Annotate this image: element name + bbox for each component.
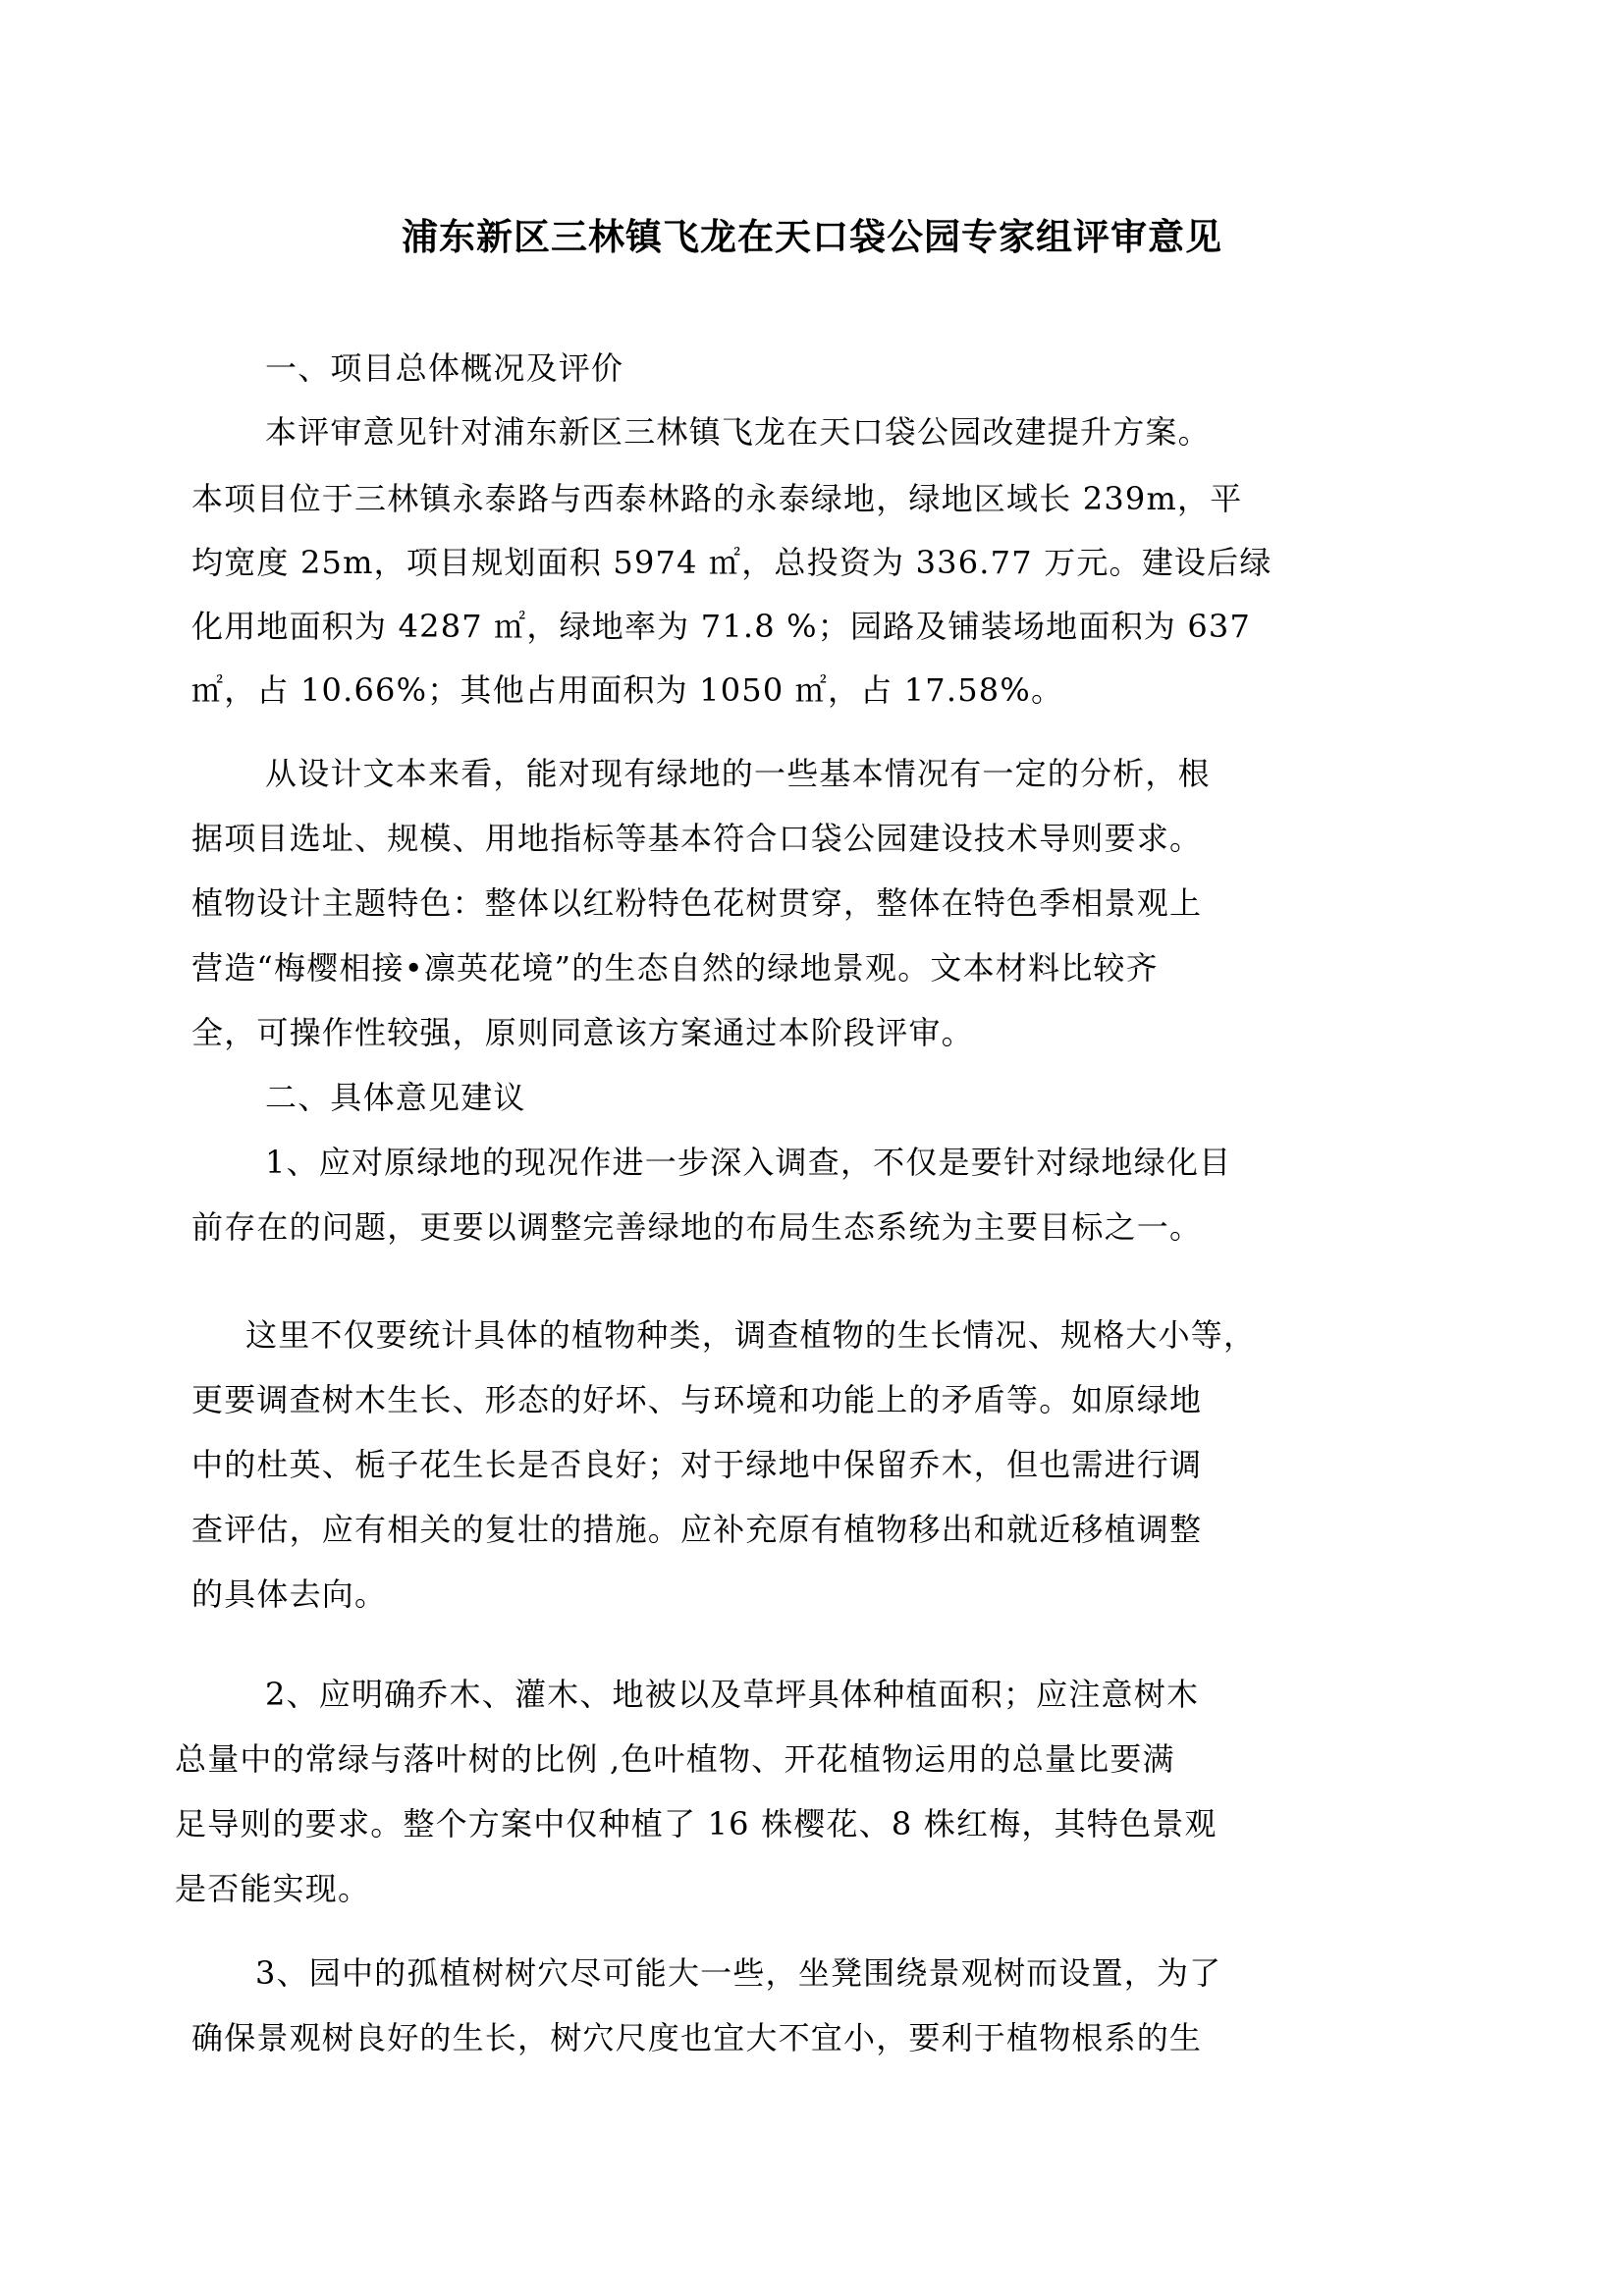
paragraph-line: 是否能实现。: [175, 1870, 371, 1907]
paragraph-line: 营造“梅樱相接•凛英花境”的生态自然的绿地景观。文本材料比较齐: [191, 949, 1159, 987]
paragraph-line: 本评审意见针对浦东新区三林镇飞龙在天口袋公园改建提升方案。: [265, 413, 1211, 451]
paragraph-line: 本项目位于三林镇永泰路与西泰林路的永泰绿地，绿地区域长 239m，平: [191, 480, 1243, 517]
section-heading-1: 一、项目总体概况及评价: [265, 349, 624, 387]
paragraph-line: 总量中的常绿与落叶树的比例 ,色叶植物、开花植物运用的总量比要满: [175, 1740, 1175, 1778]
paragraph-line: 从设计文本来看，能对现有绿地的一些基本情况有一定的分析，根: [265, 755, 1211, 792]
paragraph-line: 查评估，应有相关的复壮的措施。应补充原有植物移出和就近移植调整: [191, 1511, 1203, 1548]
paragraph-line: 中的杜英、栀子花生长是否良好；对于绿地中保留乔木，但也需进行调: [191, 1446, 1203, 1483]
paragraph-line: 确保景观树良好的生长，树穴尺度也宜大不宜小，要利于植物根系的生: [191, 2019, 1203, 2056]
paragraph-line: 全，可操作性较强，原则同意该方案通过本阶段评审。: [191, 1014, 974, 1051]
paragraph-line: 1、应对原绿地的现况作进一步深入调查，不仅是要针对绿地绿化目: [265, 1144, 1232, 1181]
paragraph-line: 的具体去向。: [191, 1575, 388, 1613]
paragraph-line: 足导则的要求。整个方案中仅种植了 16 株樱花、8 株红梅，其特色景观: [175, 1805, 1218, 1842]
document-title: 浦东新区三林镇飞龙在天口袋公园专家组评审意见: [402, 216, 1222, 258]
paragraph-line: 2、应明确乔木、灌木、地被以及草坪具体种植面积；应注意树木: [265, 1676, 1200, 1713]
paragraph-line: ㎡，占 10.66%；其他占用面积为 1050 ㎡，占 17.58%。: [191, 671, 1064, 709]
paragraph-line: 植物设计主题特色：整体以红粉特色花树贯穿，整体在特色季相景观上: [191, 884, 1203, 922]
paragraph-line: 均宽度 25m，项目规划面积 5974 ㎡，总投资为 336.77 万元。建设后绿: [191, 544, 1272, 581]
paragraph-line: 前存在的问题，更要以调整完善绿地的布局生态系统为主要目标之一。: [191, 1208, 1203, 1246]
paragraph-line: 据项目选址、规模、用地指标等基本符合口袋公园建设技术导则要求。: [191, 820, 1203, 857]
paragraph-line: 化用地面积为 4287 ㎡，绿地率为 71.8 %；园路及铺装场地面积为 637: [191, 608, 1252, 645]
paragraph-line: 这里不仅要统计具体的植物种类，调查植物的生长情况、规格大小等，: [245, 1316, 1257, 1354]
paragraph-line: 3、园中的孤植树树穴尽可能大一些，坐凳围绕景观树而设置，为了: [255, 1954, 1222, 1992]
section-heading-2: 二、具体意见建议: [265, 1079, 526, 1116]
paragraph-line: 更要调查树木生长、形态的好坏、与环境和功能上的矛盾等。如原绿地: [191, 1381, 1203, 1418]
